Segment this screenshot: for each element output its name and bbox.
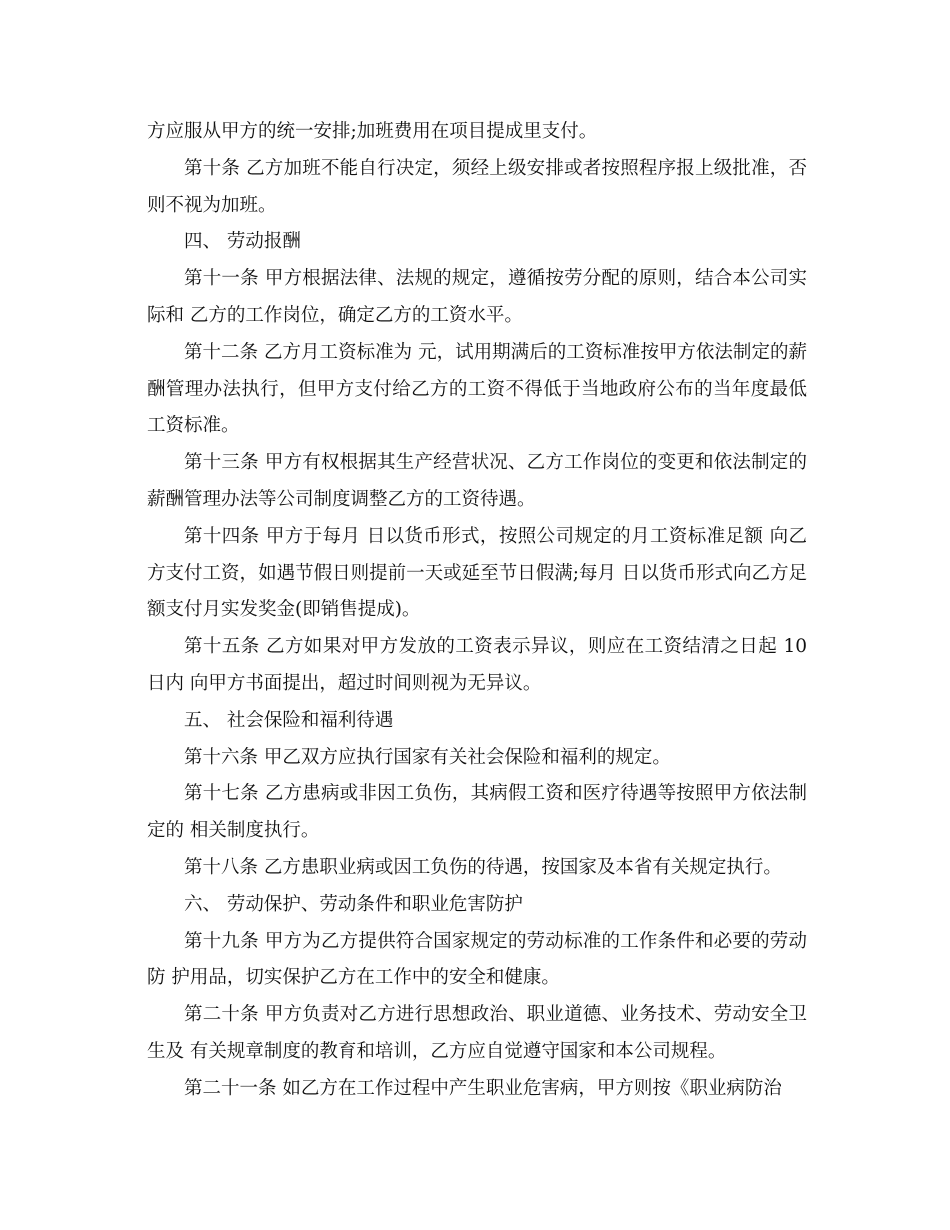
paragraph: 第十九条 甲方为乙方提供符合国家规定的劳动标准的工作条件和必要的劳动防 护用品，切实保护乙方在工作中的安全和健康。	[147, 930, 807, 989]
section-heading: 五、 社会保险和福利待遇	[184, 709, 394, 731]
paragraph: 第十一条 甲方根据法律、法规的规定，遵循按劳分配的原则，结合本公司实际和 乙方的工作岗位，确定乙方的工资水平。	[147, 268, 807, 326]
paragraph: 第十三条 甲方有权根据其生产经营状况、乙方工作岗位的变更和依法制定的薪酬管理办法等公司制度调整乙方的工资待遇。	[147, 452, 807, 510]
paragraph: 第十七条 乙方患病或非因工负伤，其病假工资和医疗待遇等按照甲方依法制定的 相关制度执行。	[147, 783, 807, 842]
paragraph: 第十六条 甲乙双方应执行国家有关社会保险和福利的规定。	[184, 746, 671, 768]
paragraph: 第二十条 甲方负责对乙方进行思想政治、职业道德、业务技术、劳动安全卫生及 有关规章制度的教育和培训，乙方应自觉遵守国家和本公司规程。	[147, 1004, 807, 1062]
paragraph: 第十条 乙方加班不能自行决定，须经上级安排或者按照程序报上级批准，否则不视为加班。	[147, 157, 807, 216]
paragraph: 第十二条 乙方月工资标准为 元，试用期满后的工资标准按甲方依法制定的薪酬管理办法执行，但甲方支付给乙方的工资不得低于当地政府公布的当年度最低工资标准。	[147, 341, 807, 437]
section-heading: 六、 劳动保护、劳动条件和职业危害防护	[184, 893, 523, 915]
section-heading: 四、 劳动报酬	[184, 231, 301, 253]
paragraph: 方应服从甲方的统一安排;加班费用在项目提成里支付。	[147, 121, 598, 142]
paragraph: 第十五条 乙方如果对甲方发放的工资表示异议，则应在工资结清之日起 10 日内 向甲方书面提出，超过时间则视为无异议。	[147, 636, 807, 694]
paragraph: 第十八条 乙方患职业病或因工负伤的待遇，按国家及本省有关规定执行。	[184, 856, 782, 878]
document-body	[147, 114, 807, 1108]
paragraph: 第十四条 甲方于每月 日以货币形式，按照公司规定的月工资标准足额 向乙方支付工资，如遇节假日则提前一天或延至节日假满;每月 日以货币形式向乙方足额支付月实发奖金(即销售提成)。	[147, 525, 807, 621]
paragraph: 第二十一条 如乙方在工作过程中产生职业危害病，甲方则按《职业病防治	[184, 1077, 782, 1099]
